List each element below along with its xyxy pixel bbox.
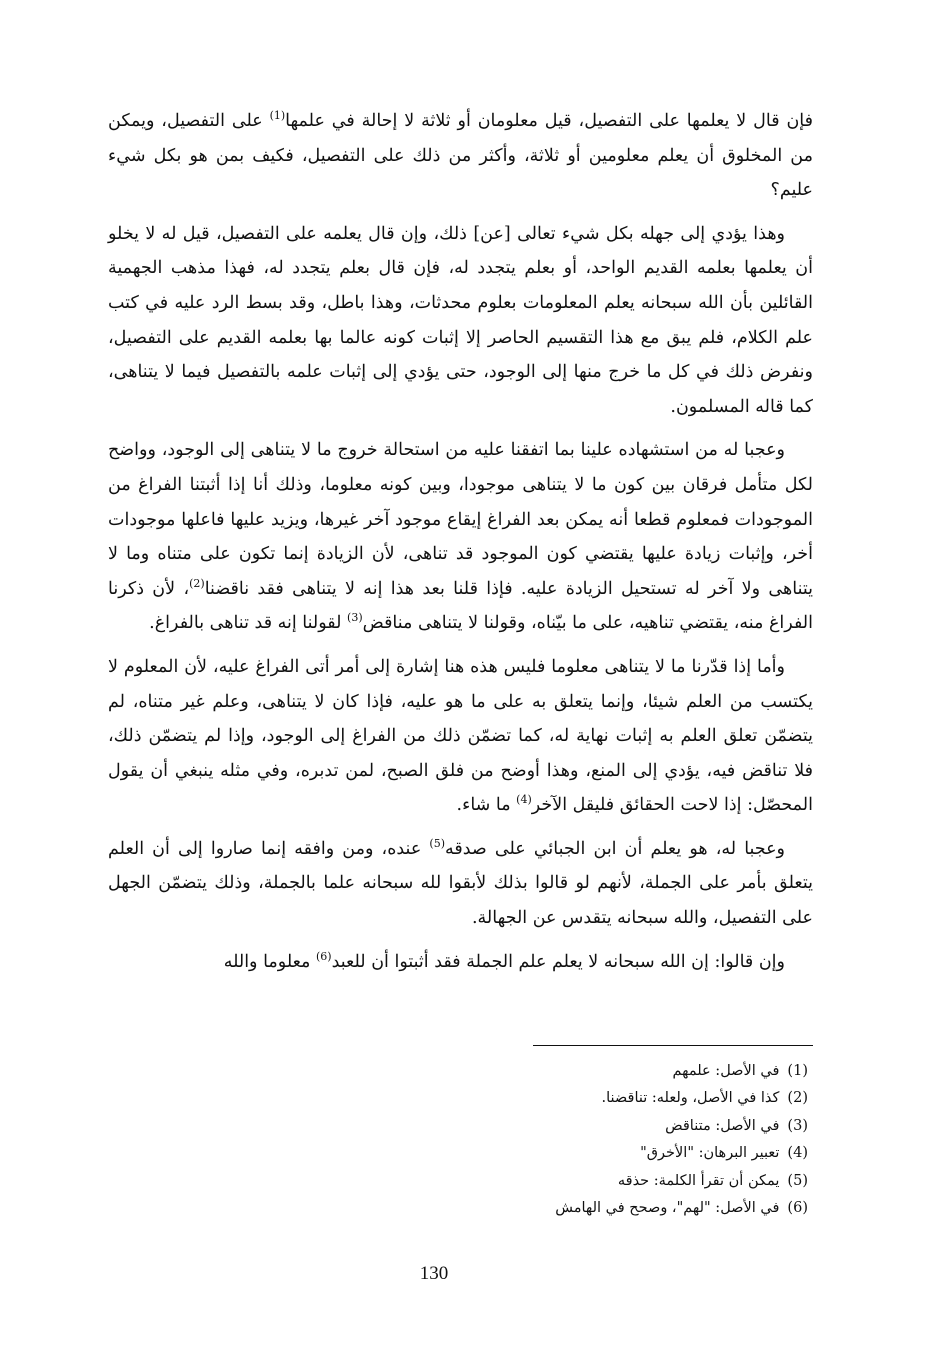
text-run: عنده، ومن وافقه إنما صاروا إلى أن العلم يتعلق بأمر على الجملة، لأنهم لو قالوا بذلك لأبقوا لله سبحانه علما بالجملة، وذلك يتضمّن الجهل على التفصيل، والله سبحانه يتقدس عن الجهالة.	[108, 838, 813, 929]
paragraph-5	[108, 832, 813, 936]
footnote-divider	[533, 1045, 813, 1046]
footnote-item	[440, 1195, 808, 1222]
footnote-number: (6)	[787, 1200, 808, 1217]
footnote-text: في الأصل: علمهم	[672, 1063, 780, 1079]
paragraph-2: وهذا يؤدي إلى جهله بكل شيء تعالى [عن] ذلك، وإن قال يعلمه على التفصيل، قيل له لا يخلو أن يعلمها بعلمه القديم الواحد، أو بعلم يتجدد له، فإن قال بعلم يتجدد له، فهذا مذهب الجهمية القائلين بأن الله سبحانه يعلم المعلومات بعلوم محدثات، وهذا باطل، وقد بسط الرد عليه في كتب علم الكلام، فلم يبق مع هذا التقسيم الحاصر إلا إثبات كونه عالما بها بعلمه القديم على التفصيل، ونفرض ذلك في كل ما خرج منها إلى الوجود، حتى يؤدي إلى إثبات علمه بالتفصيل فيما لا يتناهى، كما قاله المسلمون.	[108, 223, 813, 417]
footnote-ref-6: (6)	[316, 949, 332, 963]
footnote-ref-3: (3)	[347, 611, 363, 625]
footnote-text: في الأصل: "لهم"، وصحح في الهامش	[555, 1200, 780, 1217]
footnote-text: يمكن أن تقرأ الكلمة: حذقه	[617, 1172, 780, 1189]
paragraph-6	[108, 945, 813, 980]
text-run: وإن قالوا: إن الله سبحانه لا يعلم علم الجملة فقد أثبتوا أن للعبد	[331, 951, 785, 972]
text-run: فإن قال لا يعلمها على التفصيل، قيل معلومان أو ثلاثة لا إحالة في علمها	[285, 111, 813, 131]
footnote-ref-2: (2)	[189, 576, 205, 590]
footnote-ref-1: (1)	[269, 109, 286, 123]
footnote-number: (1)	[787, 1063, 808, 1079]
page-number: 130	[419, 1263, 449, 1284]
text-run: على التفصيل، ويمكن من المخلوق أن يعلم معلومين أو ثلاثة، وأكثر من ذلك على التفصيل، فكيف بمن هو بكل شيء عليم؟	[108, 111, 813, 201]
text-run: ، لأن ذكرنا الفراغ منه، يقتضي تناهيه، على ما بيّناه، وقولنا لا يتناهى مناقض	[108, 578, 813, 634]
footnote-item	[440, 1168, 808, 1195]
text-run: وأما إذا قدّرنا ما لا يتناهى معلوما فليس هذه هنا إشارة إلى أمر أتى الفراغ عليه، لأن المعلوم لا يكتسب من العلم شيئا، وإنما يتعلق به على ما هو عليه، فإذا كان لا يتناهى، وعلم غير متناه، لم يتضمّن تعلق العلم به إثبات نهاية له، كما تضمّن ذلك من الفراغ إلى الوجود، وإذا لم يتضمّن ذلك، فلا تناقض فيه، يؤدي إلى المنع، وهذا أوضح من فلق الصبح، لمن تدبره، وفي مثله ينبغي أن يقول المحصّل: إذا لاحت الحقائق فليقل الآخر	[108, 656, 813, 816]
footnote-text: في الأصل: متناقض	[665, 1117, 780, 1134]
text-run: معلوما والله	[223, 951, 316, 972]
text-run: ما شاء.	[456, 795, 517, 816]
footnote-item	[440, 1058, 808, 1085]
footnote-text: كذا في الأصل، ولعله: تناقضنا.	[601, 1090, 780, 1107]
footnote-number: (3)	[787, 1117, 808, 1134]
text-run: وعجبا له، هو يعلم أن ابن الجبائي على صدقه	[444, 838, 785, 859]
footnote-number: (4)	[787, 1145, 808, 1162]
footnote-number: (5)	[787, 1172, 808, 1189]
footnote-item	[440, 1113, 808, 1140]
footnote-item	[440, 1140, 808, 1167]
text-run: لقولنا إنه قد تناهى بالفراغ.	[149, 613, 348, 634]
text-run: وعجبا له من استشهاده علينا بما اتفقنا عليه من استحالة خروج ما لا يتناهى إلى الوجود، وواضح لكل متأمل فرقان بين كون ما لا يتناهى موجودا، وبين كونه معلوما، وذلك أنا إذا أثبتنا الفراغ من الموجودات فمعلوم قطعا أنه يمكن بعد الفراغ إيقاع موجود آخر غيرها، ويزيد عليها فاعلها موجودات أخر، وإثبات زيادة عليها يقتضي كون الموجود قد تناهى، لأن الزيادة إنما تكون على متناه وما لا يتناهى ولا آخر له تستحيل الزيادة عليه. فإذا قلنا بعد هذا إنه لا يتناهى فقد ناقضنا	[108, 440, 813, 599]
footnote-ref-5: (5)	[429, 837, 445, 851]
main-text	[108, 104, 813, 988]
paragraph-1	[108, 104, 813, 208]
paragraph-3	[108, 433, 813, 641]
footnotes-list	[440, 1058, 808, 1222]
footnote-ref-4: (4)	[516, 793, 532, 807]
paragraph-4	[108, 650, 813, 823]
footnote-item	[440, 1085, 808, 1112]
footnote-text: تعبير البرهان: "الأخرق"	[640, 1145, 780, 1162]
footnote-number: (2)	[787, 1090, 808, 1107]
